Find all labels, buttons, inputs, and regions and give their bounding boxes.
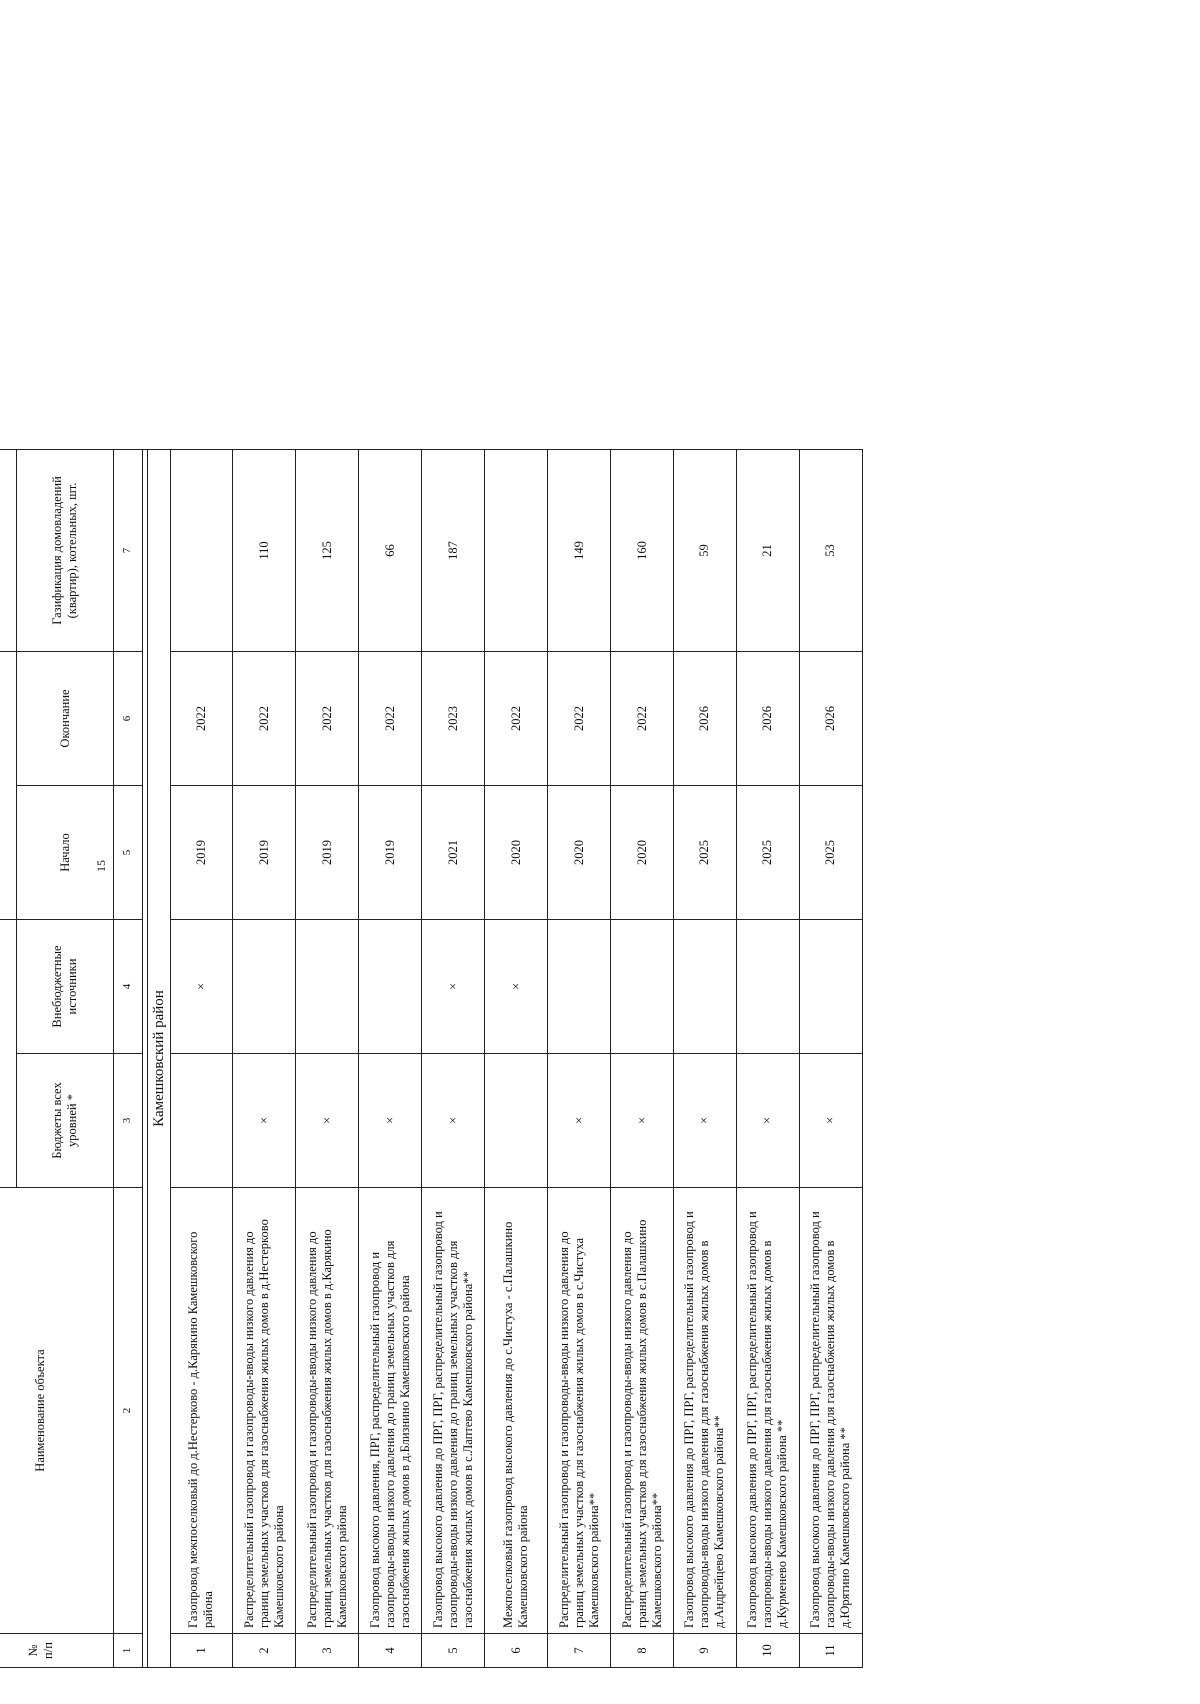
start-year: 2019 <box>359 786 422 920</box>
start-year: 2019 <box>296 786 359 920</box>
table-row <box>485 449 548 1667</box>
col-index: 6 <box>114 651 143 785</box>
page-number: 15 <box>94 860 108 872</box>
budget-mark: × <box>736 1054 799 1188</box>
expected-result: 125 <box>296 449 359 651</box>
budget-mark: × <box>422 1054 485 1188</box>
budget-mark: × <box>674 1054 737 1188</box>
budget-mark <box>170 1054 233 1188</box>
start-year: 2020 <box>485 786 548 920</box>
extra-mark <box>233 920 296 1054</box>
end-year: 2022 <box>359 651 422 785</box>
table-row <box>170 449 233 1667</box>
column-index-row <box>114 449 143 1667</box>
object-name: Газопровод высокого давления до ПРГ, ПРГ, распределительный газопровод и газопроводы-вводы низкого давления для газоснабжения жилых домов в д.Юрятино Камешковского района ** <box>799 1188 862 1634</box>
expected-result: 66 <box>359 449 422 651</box>
extra-mark <box>548 920 611 1054</box>
end-year: 2022 <box>485 651 548 785</box>
header-budget: Бюджеты всех уровней * <box>17 1054 114 1188</box>
end-year: 2026 <box>674 651 737 785</box>
col-index: 1 <box>114 1634 143 1668</box>
expected-result <box>170 449 233 651</box>
header-result-sub: Газификация домовладений (квартир), котельных, шт. <box>17 449 114 651</box>
start-year: 2025 <box>674 786 737 920</box>
extra-mark <box>296 920 359 1054</box>
expected-result: 149 <box>548 449 611 651</box>
region-title: Камешковский район <box>148 449 170 1667</box>
extra-mark <box>674 920 737 1054</box>
start-year: 2021 <box>422 786 485 920</box>
object-name: Газопровод высокого давления до ПРГ, ПРГ, распределительный газопровод и газопроводы-вводы низкого давления для газоснабжения жилых домов в д.Андрейцево Камешковского района** <box>674 1188 737 1634</box>
expected-result: 59 <box>674 449 737 651</box>
row-number: 2 <box>233 1634 296 1668</box>
object-name: Межпоселковый газопровод высокого давления до с.Чистуха - с.Палашкино Камешковского района <box>485 1188 548 1634</box>
row-number: 11 <box>799 1634 862 1668</box>
expected-result: 110 <box>233 449 296 651</box>
extra-mark <box>611 920 674 1054</box>
extra-mark: × <box>422 920 485 1054</box>
object-name: Распределительный газопровод и газопроводы-вводы низкого давления до границ земельных участков для газоснабжения жилых домов в д.Нестерково Камешковского района <box>233 1188 296 1634</box>
table-row <box>359 449 422 1667</box>
table-row <box>799 449 862 1667</box>
row-number: 6 <box>485 1634 548 1668</box>
budget-mark: × <box>359 1054 422 1188</box>
end-year: 2026 <box>736 651 799 785</box>
col-index: 2 <box>114 1188 143 1634</box>
budget-mark <box>485 1054 548 1188</box>
row-number: 5 <box>422 1634 485 1668</box>
table-row <box>674 449 737 1667</box>
object-name: Газопровод высокого давления до ПРГ, ПРГ, распределительный газопровод и газопроводы-вводы низкого давления до границ земельных участков для газоснабжения жилых домов в с.Лаптево Камешковского района** <box>422 1188 485 1634</box>
row-number: 4 <box>359 1634 422 1668</box>
row-number: 8 <box>611 1634 674 1668</box>
gasification-table <box>0 449 863 1668</box>
col-index: 7 <box>114 449 143 651</box>
start-year: 2025 <box>799 786 862 920</box>
start-year: 2020 <box>611 786 674 920</box>
budget-mark: × <box>799 1054 862 1188</box>
object-name: Газопровод высокого давления, ПРГ, распределительный газопровод и газопроводы-вводы низкого давления до границ земельных участков для газоснабжения жилых домов в д.Близнино Камешковского района <box>359 1188 422 1634</box>
object-name: Распределительный газопровод и газопроводы-вводы низкого давления до границ земельных участков для газоснабжения жилых домов в с.Чистуха Камешковского района** <box>548 1188 611 1634</box>
expected-result <box>485 449 548 651</box>
object-name: Газопровод межпоселковый до д.Нестерково - д.Карякино Камешковского района <box>170 1188 233 1634</box>
header-row-1 <box>0 449 17 1667</box>
header-funding <box>0 920 17 1188</box>
extra-mark <box>736 920 799 1054</box>
expected-result: 187 <box>422 449 485 651</box>
row-number: 3 <box>296 1634 359 1668</box>
expected-result: 160 <box>611 449 674 651</box>
table-row <box>233 449 296 1667</box>
table-row <box>611 449 674 1667</box>
expected-result: 53 <box>799 449 862 651</box>
start-year: 2020 <box>548 786 611 920</box>
start-year: 2025 <box>736 786 799 920</box>
end-year: 2022 <box>296 651 359 785</box>
object-name: Газопровод высокого давления до ПРГ, ПРГ, распределительный газопровод и газопроводы-вводы низкого давления для газоснабжения жилых домов в д.Курменево Камешковского района ** <box>736 1188 799 1634</box>
rotated-table-container <box>0 450 863 1668</box>
end-year: 2026 <box>799 651 862 785</box>
header-end: Окончание <box>17 651 114 785</box>
end-year: 2022 <box>548 651 611 785</box>
col-index: 5 <box>114 786 143 920</box>
header-num: № п/п <box>0 1634 114 1668</box>
end-year: 2023 <box>422 651 485 785</box>
start-year: 2019 <box>170 786 233 920</box>
header-name: Наименование объекта <box>0 1188 114 1634</box>
extra-mark: × <box>485 920 548 1054</box>
budget-mark: × <box>611 1054 674 1188</box>
extra-mark <box>799 920 862 1054</box>
region-row <box>148 449 170 1667</box>
header-extra: Внебюджетные источники <box>17 920 114 1054</box>
object-name: Распределительный газопровод и газопроводы-вводы низкого давления до границ земельных участков для газоснабжения жилых домов в д.Карякино Камешковского района <box>296 1188 359 1634</box>
row-number: 7 <box>548 1634 611 1668</box>
budget-mark: × <box>548 1054 611 1188</box>
table-row <box>296 449 359 1667</box>
end-year: 2022 <box>611 651 674 785</box>
row-number: 10 <box>736 1634 799 1668</box>
header-result <box>0 449 17 651</box>
extra-mark <box>359 920 422 1054</box>
table-row <box>736 449 799 1667</box>
extra-mark: × <box>170 920 233 1054</box>
start-year: 2019 <box>233 786 296 920</box>
end-year: 2022 <box>233 651 296 785</box>
expected-result: 21 <box>736 449 799 651</box>
col-index: 3 <box>114 1054 143 1188</box>
col-index: 4 <box>114 920 143 1054</box>
table-row <box>422 449 485 1667</box>
object-name: Распределительный газопровод и газопроводы-вводы низкого давления до границ земельных участков для газоснабжения жилых домов в с.Палашкино Камешковского района** <box>611 1188 674 1634</box>
header-start: Начало <box>17 786 114 920</box>
header-timeline <box>0 651 17 919</box>
row-number: 9 <box>674 1634 737 1668</box>
table-row <box>548 449 611 1667</box>
budget-mark: × <box>296 1054 359 1188</box>
end-year: 2022 <box>170 651 233 785</box>
row-number: 1 <box>170 1634 233 1668</box>
budget-mark: × <box>233 1054 296 1188</box>
